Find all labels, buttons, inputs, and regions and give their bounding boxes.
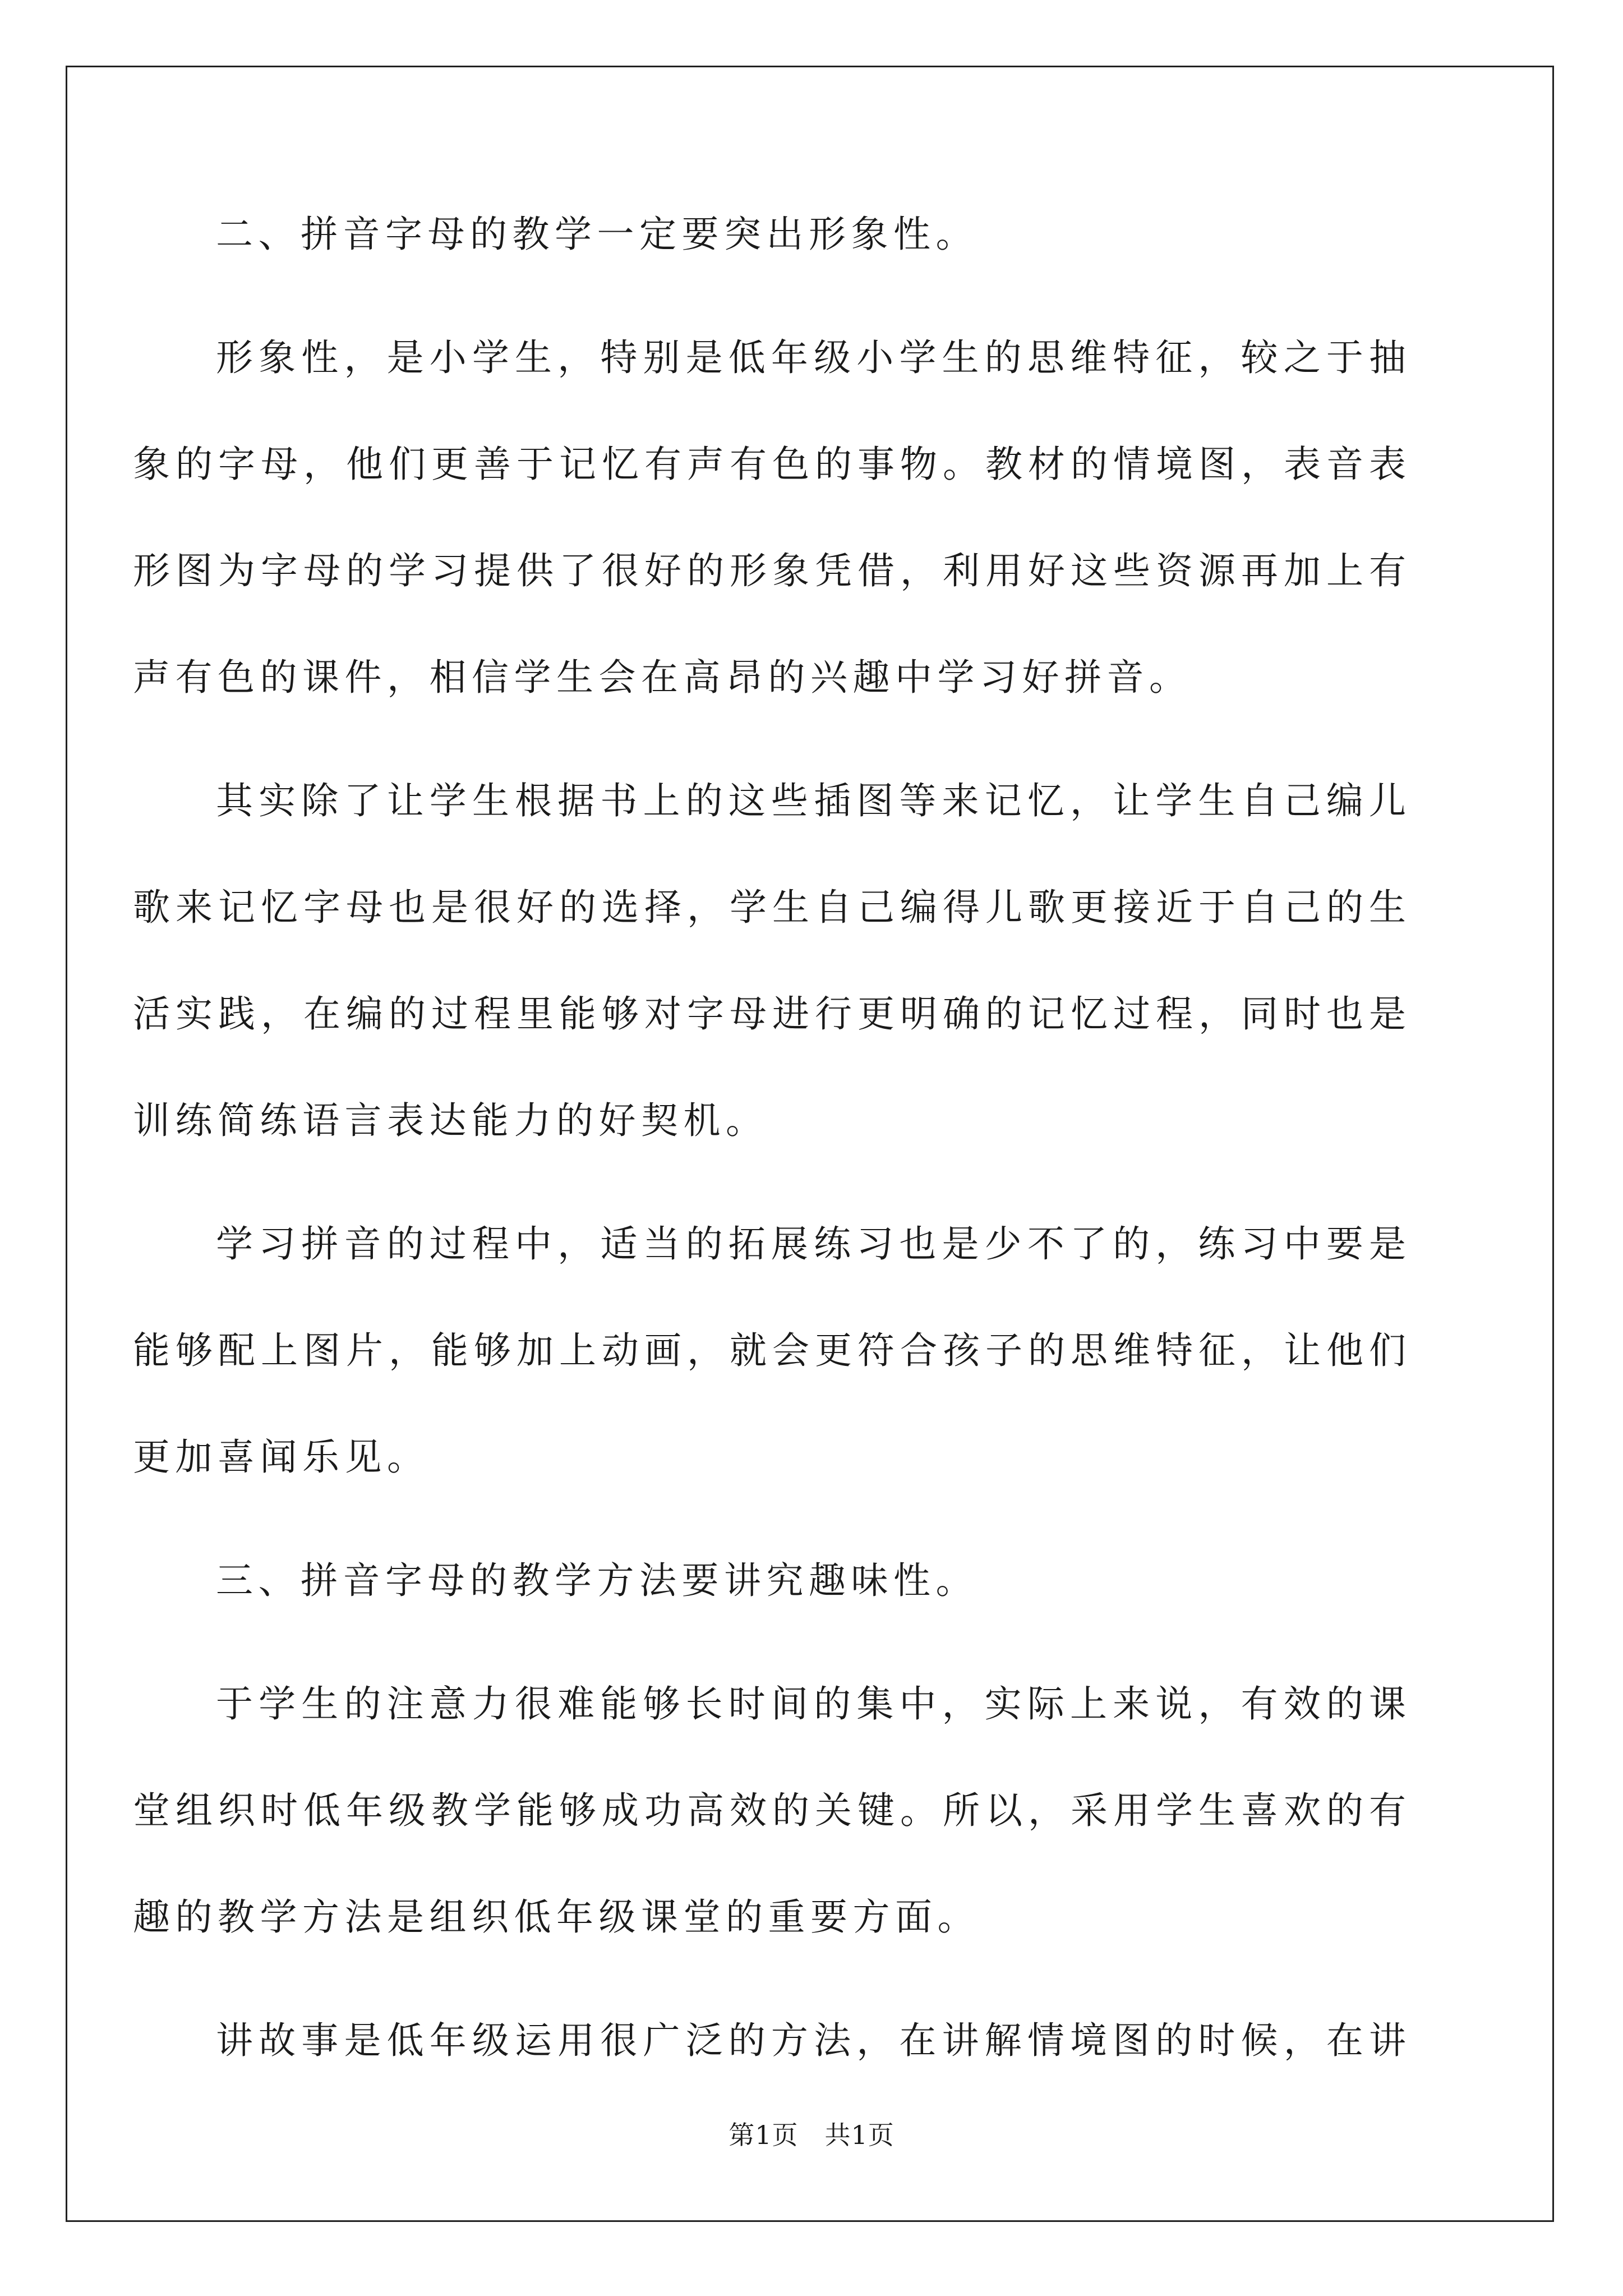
paragraph-line: 声有色的课件，相信学生会在高昂的兴趣中学习好拼音。 [133, 656, 1192, 699]
paragraph-line: 活实践，在编的过程里能够对字母进行更明确的记忆过程，同时也是 [133, 992, 1406, 1036]
paragraph-line: 趣的教学方法是组织低年级课堂的重要方面。 [133, 1895, 980, 1939]
paragraph-line: 更加喜闻乐见。 [133, 1435, 430, 1479]
section-heading-2: 二、拼音字母的教学一定要突出形象性。 [216, 213, 978, 256]
paragraph-line: 能够配上图片，能够加上动画，就会更符合孩子的思维特征，让他们 [133, 1329, 1406, 1372]
paragraph-line: 堂组织时低年级教学能够成功高效的关键。所以，采用学生喜欢的有 [133, 1789, 1406, 1832]
paragraph-line: 训练简练语言表达能力的好契机。 [133, 1099, 768, 1142]
paragraph-line: 形图为字母的学习提供了很好的形象凭借，利用好这些资源再加上有 [133, 549, 1406, 592]
paragraph-line: 歌来记忆字母也是很好的选择，学生自己编得儿歌更接近于自己的生 [133, 886, 1406, 929]
paragraph-line: 形象性，是小学生，特别是低年级小学生的思维特征，较之于抽 [216, 336, 1406, 379]
paragraph-line: 其实除了让学生根据书上的这些插图等来记忆，让学生自己编儿 [216, 779, 1406, 822]
page-footer: 第1页 共1页 [728, 2120, 895, 2150]
paragraph-line: 于学生的注意力很难能够长时间的集中，实际上来说，有效的课 [216, 1682, 1406, 1726]
paragraph-line: 讲故事是低年级运用很广泛的方法，在讲解情境图的时候，在讲 [216, 2019, 1406, 2062]
paragraph-line: 学习拼音的过程中，适当的拓展练习也是少不了的，练习中要是 [216, 1222, 1406, 1266]
section-heading-3: 三、拼音字母的教学方法要讲究趣味性。 [216, 1559, 978, 1602]
paragraph-line: 象的字母，他们更善于记忆有声有色的事物。教材的情境图，表音表 [133, 443, 1406, 486]
